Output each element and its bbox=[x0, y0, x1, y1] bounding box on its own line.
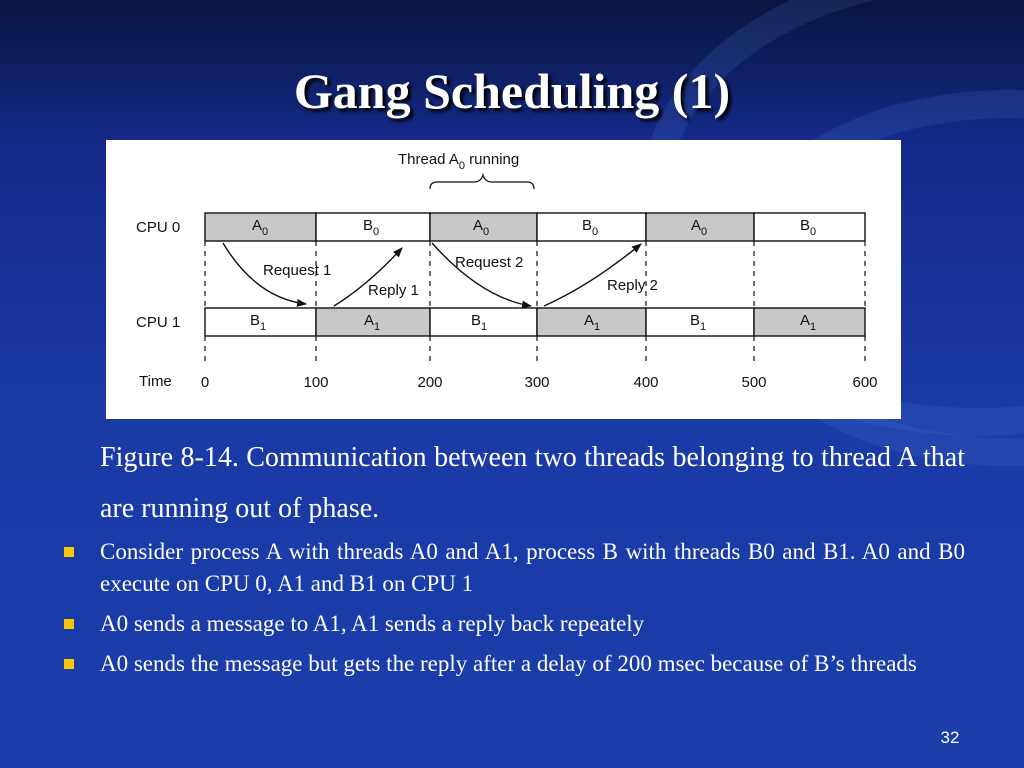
request-2-arrow bbox=[432, 243, 531, 306]
square-bullet-icon bbox=[64, 619, 74, 629]
slot-label: $A_1$ bbox=[800, 312, 817, 333]
request-2-label: Request 2 bbox=[455, 254, 524, 271]
request-1-label: Request 1 bbox=[263, 262, 332, 279]
square-bullet-icon bbox=[64, 659, 74, 669]
slide-title: Gang Scheduling (1) bbox=[293, 63, 731, 119]
slot-label: $B_0$ bbox=[363, 217, 380, 238]
reply-1-label: Reply 1 bbox=[368, 282, 419, 299]
time-tick: 400 bbox=[633, 374, 659, 391]
bullet-list bbox=[62, 536, 965, 688]
cpu1-timeline bbox=[205, 308, 865, 336]
time-axis bbox=[201, 374, 878, 391]
slot-label: $A_0$ bbox=[252, 217, 269, 238]
bullet-item bbox=[62, 536, 965, 600]
time-tick: 600 bbox=[852, 374, 878, 391]
time-tick: 500 bbox=[741, 374, 767, 391]
reply-2-label: Reply 2 bbox=[607, 277, 658, 294]
bullet-text: A0 sends a message to A1, A1 sends a reply back repeately bbox=[100, 611, 645, 636]
slot-label: $B_1$ bbox=[471, 312, 488, 333]
slot-label: $A_1$ bbox=[584, 312, 601, 333]
bullet-text: Consider process A with threads A0 and A1, process B with threads B0 and B1. A0 and B0 execute on CPU 0, A1 and B1 on CPU 1 bbox=[100, 539, 965, 596]
slot-label: $B_1$ bbox=[690, 312, 707, 333]
cpu1-label: CPU 1 bbox=[136, 314, 181, 331]
slot-label: $A_1$ bbox=[364, 312, 381, 333]
time-tick: 0 bbox=[200, 374, 210, 391]
page-number: 32 bbox=[940, 728, 960, 747]
slot-label: $A_0$ bbox=[691, 217, 708, 238]
bullet-item bbox=[62, 648, 965, 680]
slot-label: $A_0$ bbox=[473, 217, 490, 238]
slot-label: $B_0$ bbox=[582, 217, 599, 238]
cpu0-label: CPU 0 bbox=[136, 219, 181, 236]
square-bullet-icon bbox=[64, 547, 74, 557]
figure-caption: Figure 8-14. Communication between two threads belonging to thread A that are running out of phase. bbox=[100, 442, 965, 524]
time-tick: 100 bbox=[303, 374, 329, 391]
brace-label: Thread $A_0$ running bbox=[398, 151, 520, 172]
bullet-text: A0 sends the message but gets the reply after a delay of 200 msec because of B’s threads bbox=[100, 651, 917, 676]
slot-label: $B_0$ bbox=[800, 217, 817, 238]
gang-scheduling-diagram bbox=[106, 140, 901, 419]
reply-2-arrow bbox=[544, 244, 641, 306]
bullet-item bbox=[62, 608, 965, 640]
slot-label: $B_1$ bbox=[250, 312, 267, 333]
running-brace bbox=[430, 175, 534, 189]
slot-boundaries bbox=[205, 241, 865, 364]
time-tick: 200 bbox=[417, 374, 443, 391]
cpu0-timeline bbox=[205, 213, 865, 241]
time-axis-label: Time bbox=[139, 373, 172, 390]
time-tick: 300 bbox=[524, 374, 550, 391]
scheduling-figure bbox=[106, 140, 901, 419]
